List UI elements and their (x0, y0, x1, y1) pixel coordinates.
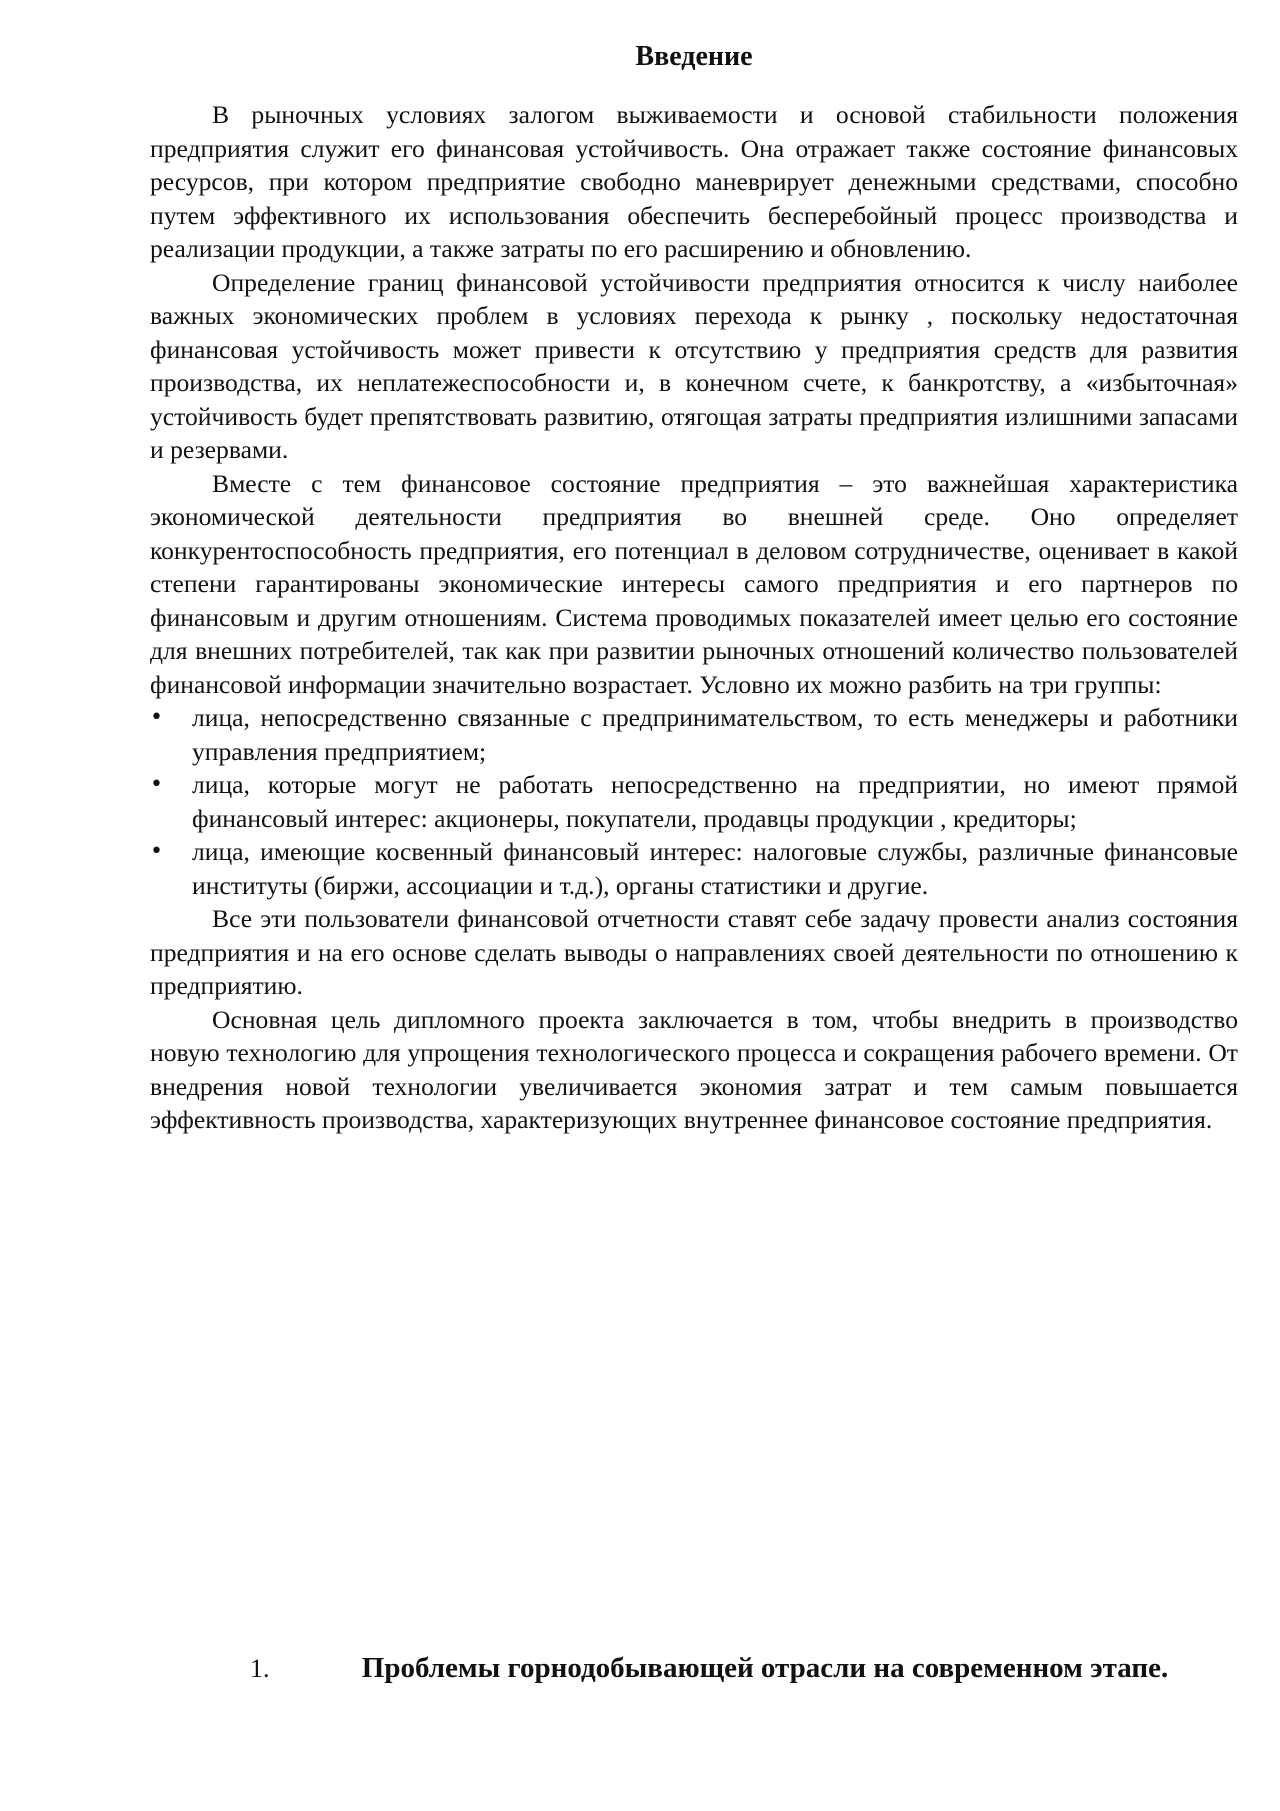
bullet-icon: • (150, 839, 163, 864)
list-item-direct-business (150, 701, 1238, 768)
list-item-text: лица, которые могут не работать непосредственно на предприятии, но имеют прямой финансовый интерес: акционеры, покупатели, продавцы продукции , кредиторы; (192, 770, 1238, 833)
closing-paragraph-users: Все эти пользователи финансовой отчетности ставят себе задачу провести анализ состояния предприятия и на его основе сделать выводы о направлениях своей деятельности по отношению к предприятию. (150, 904, 1238, 1000)
bullet-icon: • (150, 772, 163, 797)
list-item-financial-interest (150, 768, 1238, 835)
list-item-indirect-interest (150, 835, 1238, 902)
section-heading (250, 1650, 1200, 1730)
intro-paragraph-2: Определение границ финансовой устойчивости предприятия относится к числу наиболее важных экономических проблем в условиях перехода к рынку , поскольку недостаточная финансовая устойчивость может привести к отсутствию у предприятия средств для развития производства, их неплатежеспособности и, в конечном счете, к банкротству, а «избыточная» устойчивость будет препятствовать развитию, отягощая затраты предприятия излишними запасами и резервами. (150, 267, 1238, 464)
section-number: 1. (250, 1654, 270, 1683)
page-title: Введение (635, 41, 753, 72)
section-title: Проблемы горнодобывающей отрасли на современном этапе. (361, 1652, 1169, 1684)
bullet-icon: • (150, 705, 163, 730)
intro-paragraph-1: В рыночных условиях залогом выживаемости и основой стабильности положения предприятия служит его финансовая устойчивость. Она отражает также состояние финансовых ресурсов, при котором предприятие свободно маневрирует денежными средствами, способно путем эффективного их использования обеспечить бесперебойный процесс производства и реализации продукции, а также затраты по его расширению и обновлению. (150, 100, 1238, 263)
closing-paragraph-goal: Основная цель дипломного проекта заключается в том, чтобы внедрить в производство новую технологию для упрощения технологического процесса и сокращения рабочего времени. От внедрения новой технологии увеличивается экономия затрат и тем самым повышается эффективность производства, характеризующих внутреннее финансовое состояние предприятия. (150, 1004, 1238, 1134)
list-item-text: лица, имеющие косвенный финансовый интерес: налоговые службы, различные финансовые институты (биржи, ассоциации и т.д.), органы статистики и другие. (192, 837, 1238, 900)
list-item-text: лица, непосредственно связанные с предпринимательством, то есть менеджеры и работники управления предприятием; (192, 703, 1238, 766)
user-groups-list (150, 701, 1238, 902)
intro-paragraph-3: Вместе с тем финансовое состояние предприятия – это важнейшая характеристика экономической деятельности предприятия во внешней среде. Оно определяет конкурентоспособность предприятия, его потенциал в деловом сотрудничестве, оценивает в какой степени гарантированы экономические интересы самого предприятия и его партнеров по финансовым и другим отношениям. Система проводимых показателей имеет целью его состояние для внешних потребителей, так как при развитии рыночных отношений количество пользователей финансовой информации значительно возрастает. Условно их можно разбить на три группы: (150, 468, 1238, 699)
document-content (150, 40, 1238, 1137)
